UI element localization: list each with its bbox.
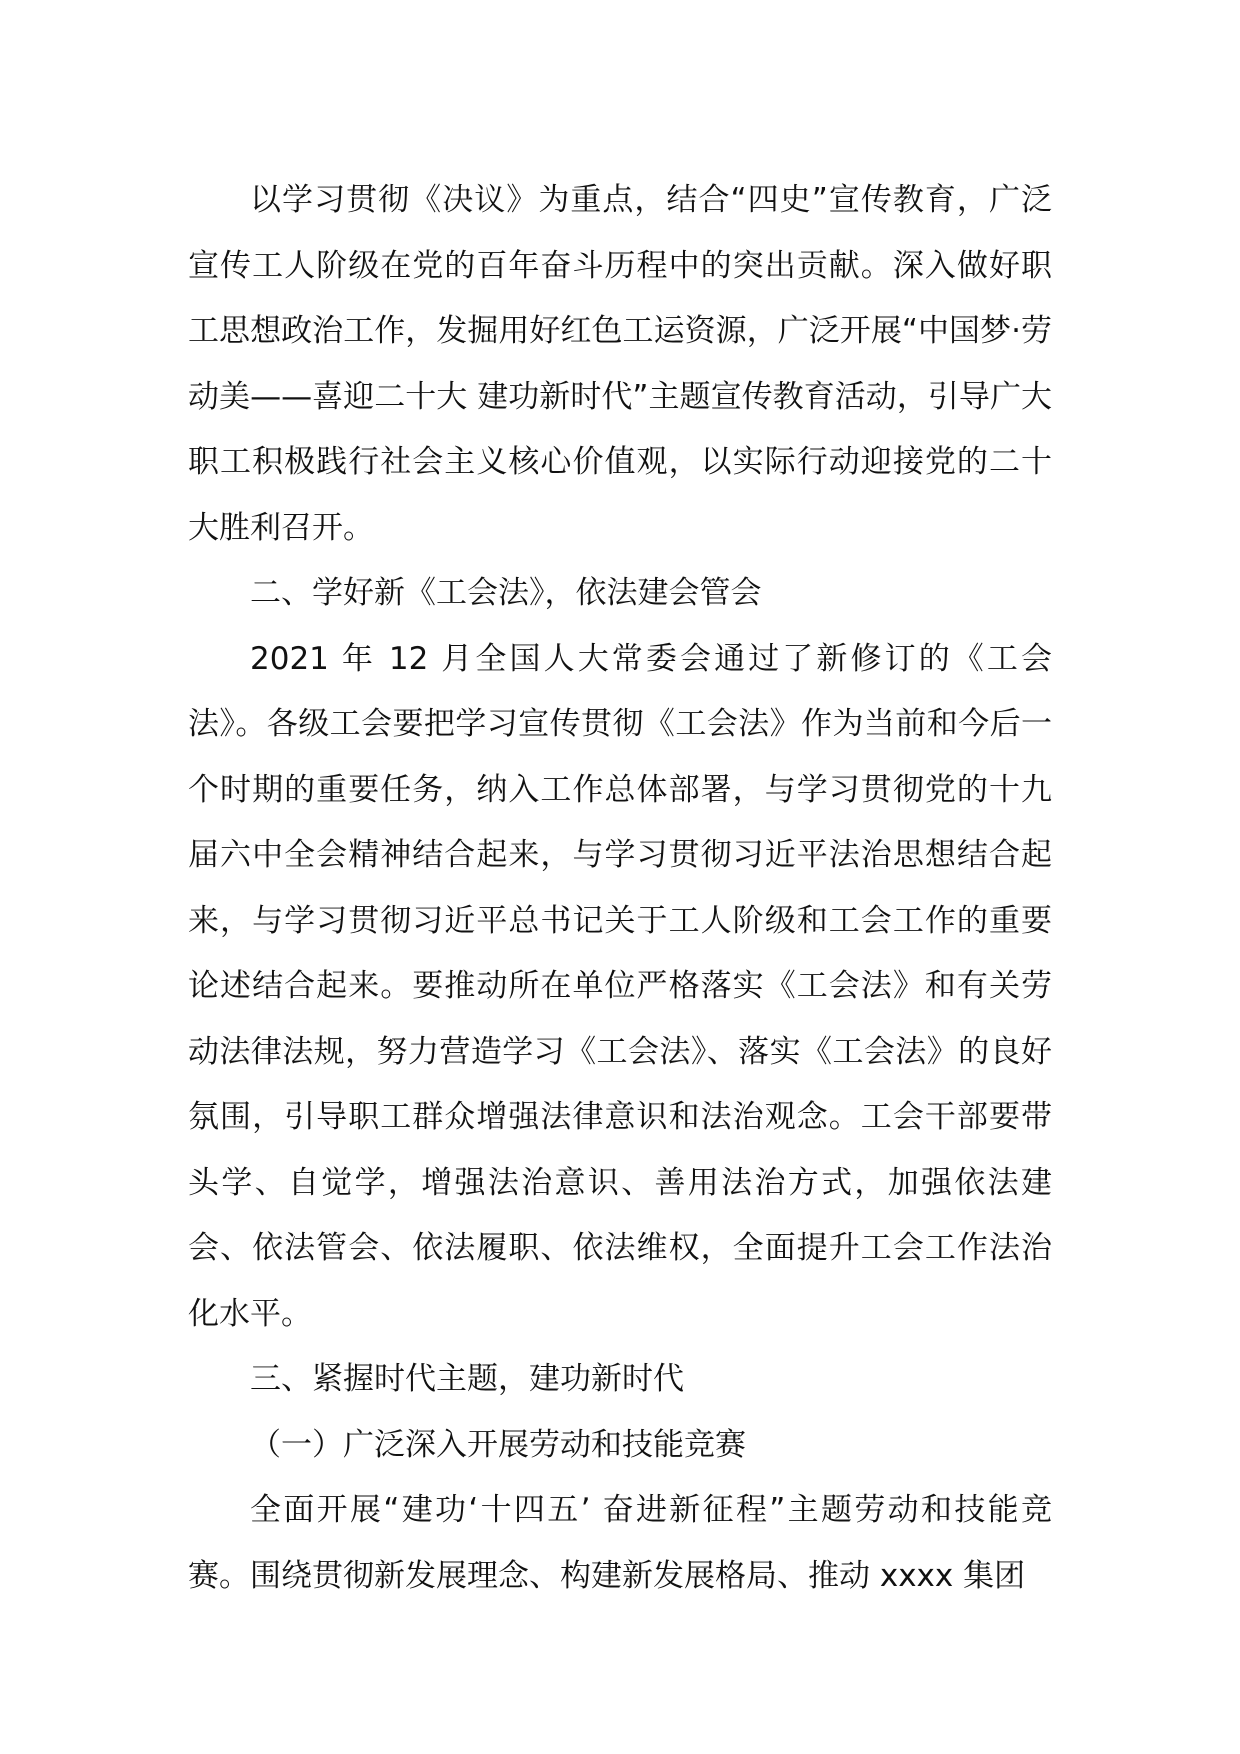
section-heading-2: 二、学好新《工会法》，依法建会管会 (250, 575, 762, 611)
document-body (188, 168, 1052, 1609)
paragraph-3: 全面开展“建功‘十四五’ 奋进新征程”主题劳动和技能竞赛。围绕贯彻新发展理念、构建新发展格局、推动 xxxx 集团 (188, 1492, 1052, 1594)
section-heading-3: 三、紧握时代主题，建功新时代 (250, 1361, 684, 1397)
subsection-heading-3-1: （一）广泛深入开展劳动和技能竞赛 (250, 1426, 746, 1463)
paragraph-1: 以学习贯彻《决议》为重点，结合“四史”宣传教育，广泛宣传工人阶级在党的百年奋斗历程中的突出贡献。深入做好职工思想政治工作，发掘用好红色工运资源，广泛开展“中国梦·劳动美——喜迎二十大 建功新时代”主题宣传教育活动，引导广大职工积极践行社会主义核心价值观，以实际行动迎接党的二十大胜利召开。 (188, 182, 1052, 546)
paragraph-2: 2021 年 12 月全国人大常委会通过了新修订的《工会法》。各级工会要把学习宣传贯彻《工会法》作为当前和今后一个时期的重要任务，纳入工作总体部署，与学习贯彻党的十九届六中全会精神结合起来，与学习贯彻习近平法治思想结合起来，与学习贯彻习近平总书记关于工人阶级和工会工作的重要论述结合起来。要推动所在单位严格落实《工会法》和有关劳动法律法规，努力营造学习《工会法》、落实《工会法》的良好氛围，引导职工群众增强法律意识和法治观念。工会干部要带头学、自觉学，增强法治意识、善用法治方式，加强依法建会、依法管会、依法履职、依法维权，全面提升工会工作法治化水平。 (188, 640, 1052, 1332)
